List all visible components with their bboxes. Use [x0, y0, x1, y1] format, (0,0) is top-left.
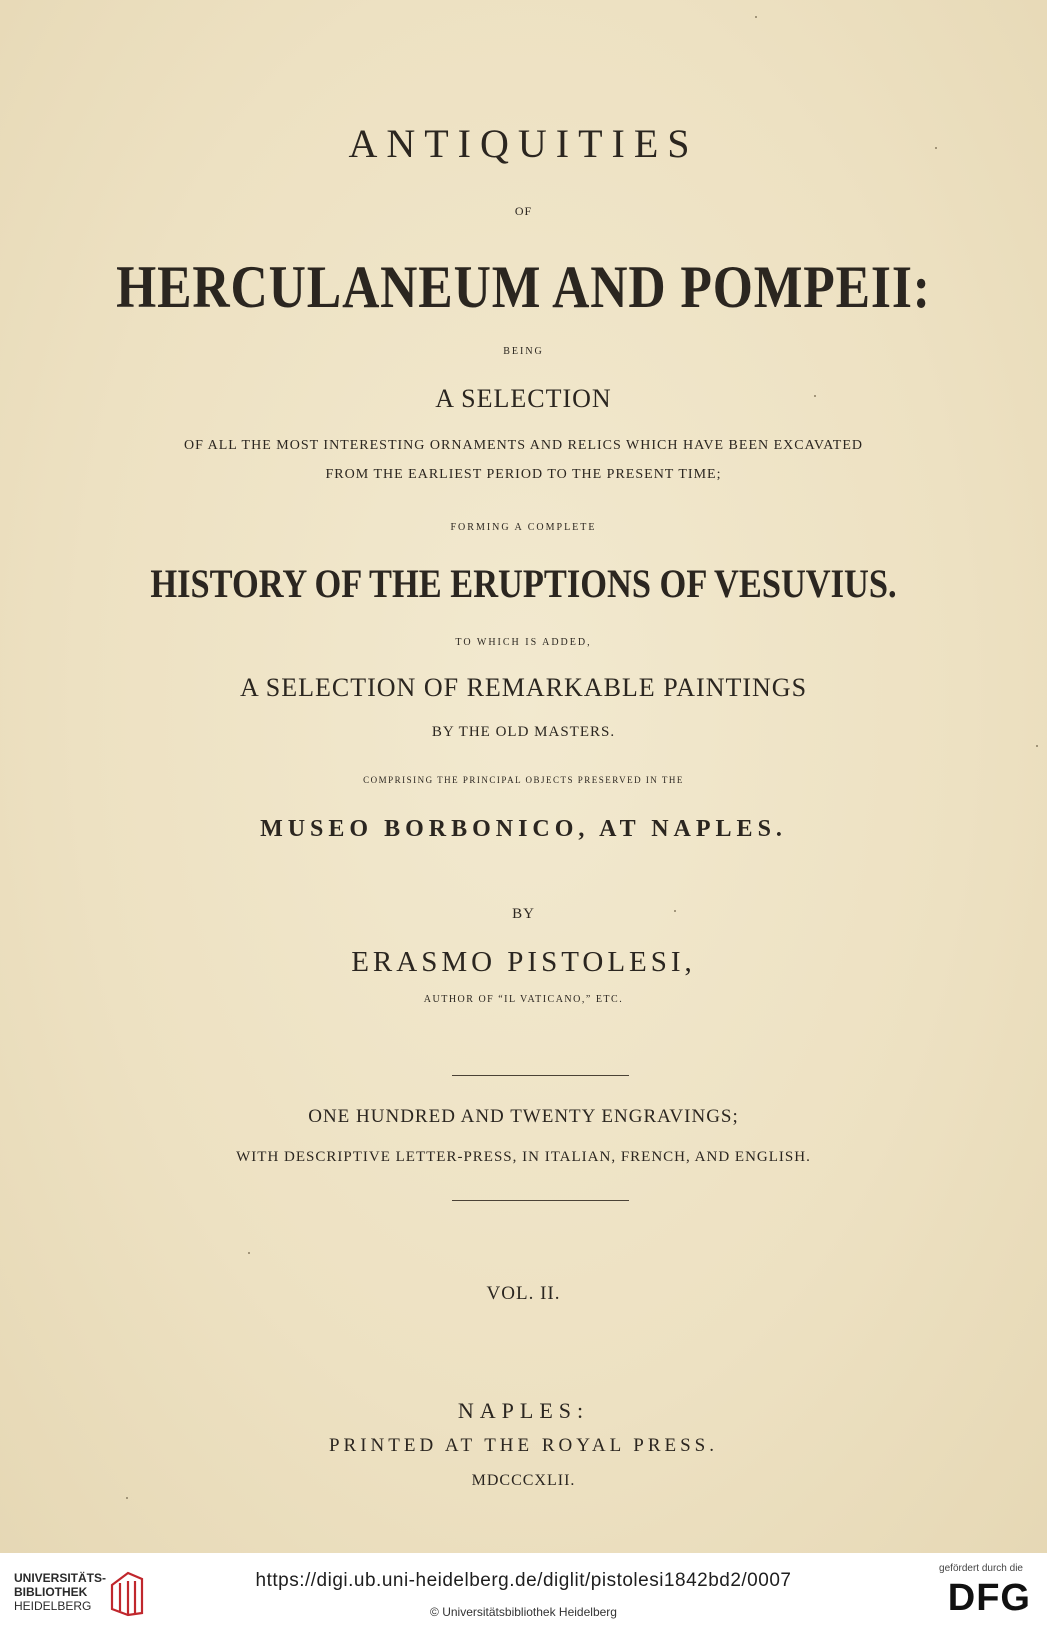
main-title: HERCULANEUM AND POMPEII: — [116, 254, 931, 320]
paper-speck — [126, 1497, 128, 1499]
subtitle-a-selection: A SELECTION — [435, 384, 612, 413]
paper-speck — [755, 16, 757, 18]
engravings-line: ONE HUNDRED AND TWENTY ENGRAVINGS; — [308, 1106, 739, 1127]
title-of: OF — [514, 204, 533, 218]
volume-number: VOL. II. — [486, 1283, 561, 1304]
library-name-line2: BIBLIOTHEK — [14, 1585, 88, 1599]
author-credits: AUTHOR OF “IL VATICANO,” ETC. — [423, 994, 624, 1005]
dfg-logo: DFG — [947, 1577, 1031, 1619]
subtitle-comprising: COMPRISING THE PRINCIPAL OBJECTS PRESERVED IN THE — [363, 775, 684, 785]
subtitle-old-masters: BY THE OLD MASTERS. — [431, 724, 616, 740]
library-name-line1: UNIVERSITÄTS- — [14, 1571, 107, 1585]
title-antiquities: ANTIQUITIES — [348, 121, 699, 166]
library-name-line3: HEIDELBERG — [14, 1599, 92, 1613]
byline-by: BY — [512, 906, 535, 922]
subtitle-of-all: OF ALL THE MOST INTERESTING ORNAMENTS AND RELICS WHICH HAVE BEEN EXCAVATED — [183, 438, 863, 453]
museo-title: MUSEO BORBONICO, AT NAPLES. — [260, 816, 787, 842]
subtitle-being: BEING — [503, 346, 544, 357]
paper-speck — [248, 1252, 250, 1254]
copyright-notice: © Universitätsbibliothek Heidelberg — [430, 1605, 617, 1619]
divider-rule-top — [452, 1075, 629, 1076]
paper-speck — [935, 147, 937, 149]
imprint-place: NAPLES: — [457, 1398, 590, 1423]
divider-rule-bottom — [452, 1200, 629, 1201]
history-title: HISTORY OF THE ERUPTIONS OF VESUVIUS. — [150, 561, 897, 606]
subtitle-forming: FORMING A COMPLETE — [450, 522, 597, 533]
footer-bar — [0, 1553, 1047, 1628]
subtitle-from-earliest: FROM THE EARLIEST PERIOD TO THE PRESENT TIME; — [325, 467, 722, 482]
paper-speck — [814, 395, 816, 397]
paper-speck — [1036, 745, 1038, 747]
paper-speck — [674, 910, 676, 912]
imprint-year: MDCCCXLII. — [471, 1472, 576, 1489]
imprint-printer: PRINTED AT THE ROYAL PRESS. — [328, 1435, 718, 1456]
author-name: ERASMO PISTOLESI, — [351, 946, 696, 978]
descriptive-line: WITH DESCRIPTIVE LETTER-PRESS, IN ITALIAN, FRENCH, AND ENGLISH. — [236, 1149, 811, 1165]
funding-note: gefördert durch die — [939, 1563, 1023, 1574]
subtitle-to-which: TO WHICH IS ADDED, — [455, 637, 592, 648]
paintings-title: A SELECTION OF REMARKABLE PAINTINGS — [239, 673, 808, 702]
source-url-link[interactable]: https://digi.ub.uni-heidelberg.de/diglit/pistolesi1842bd2/0007 — [255, 1570, 792, 1591]
